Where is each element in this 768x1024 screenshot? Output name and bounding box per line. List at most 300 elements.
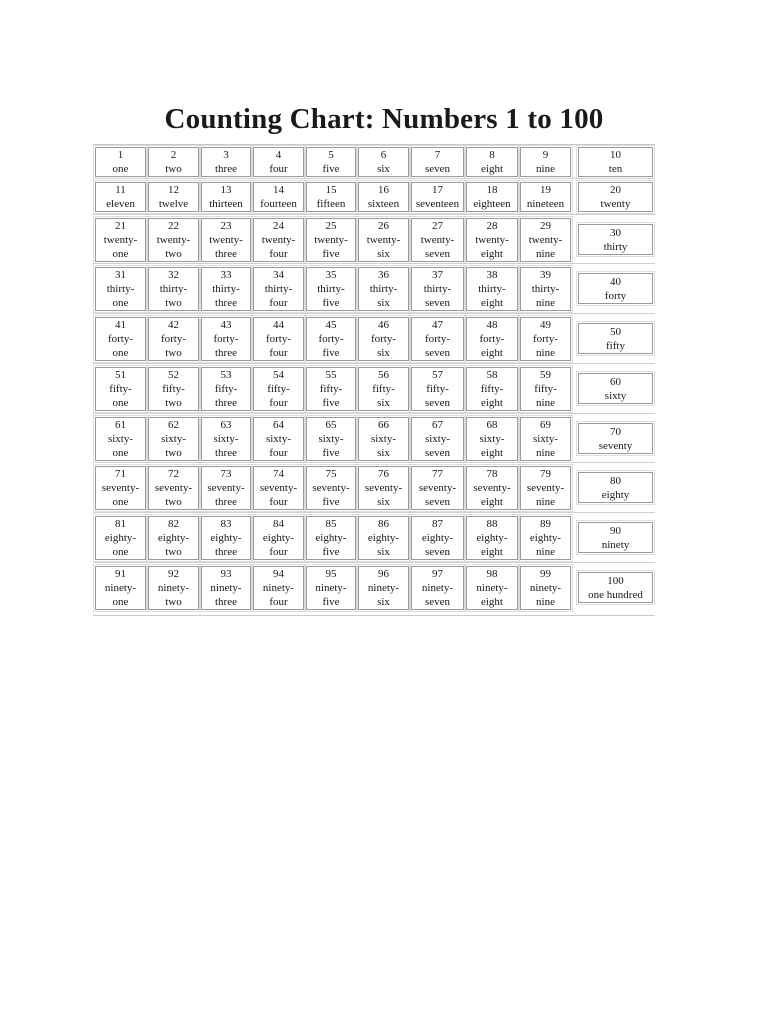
number-word: eighty- five bbox=[315, 532, 347, 558]
number-cell bbox=[306, 417, 356, 461]
number-word: eighty- six bbox=[367, 532, 400, 558]
number-cell bbox=[411, 147, 464, 177]
number-cell bbox=[466, 317, 518, 361]
number-digits: 55 bbox=[325, 369, 337, 381]
tens-cell bbox=[578, 522, 653, 553]
number-cell bbox=[95, 218, 146, 262]
number-word: twenty- five bbox=[314, 234, 348, 260]
number-word: ninety- eight bbox=[476, 582, 508, 608]
number-word: ten bbox=[608, 163, 623, 175]
number-digits: 14 bbox=[273, 184, 284, 196]
number-digits: 99 bbox=[540, 568, 551, 580]
number-word: twenty- six bbox=[366, 234, 401, 260]
row-divider bbox=[93, 178, 655, 179]
number-cell bbox=[253, 267, 304, 311]
number-word: seventy- five bbox=[312, 482, 350, 508]
number-digits: 89 bbox=[540, 518, 551, 530]
number-cell bbox=[201, 147, 251, 177]
number-cell bbox=[466, 147, 518, 177]
number-cell bbox=[411, 317, 464, 361]
number-cell bbox=[520, 267, 571, 311]
number-cell bbox=[466, 218, 518, 262]
number-word: eighty- eight bbox=[476, 532, 508, 558]
number-word: thirty- five bbox=[317, 283, 345, 309]
number-word: fifteen bbox=[316, 198, 346, 210]
number-cell bbox=[520, 218, 571, 262]
number-word: eighty bbox=[601, 488, 630, 501]
number-cell bbox=[520, 566, 571, 610]
number-digits: 74 bbox=[273, 468, 284, 480]
number-digits: 58 bbox=[486, 369, 498, 381]
number-digits: 69 bbox=[540, 419, 551, 431]
row-divider bbox=[93, 363, 655, 364]
tens-cell bbox=[578, 147, 653, 177]
number-cell bbox=[520, 417, 571, 461]
number-digits: 84 bbox=[273, 518, 284, 530]
number-digits: 12 bbox=[168, 184, 179, 196]
number-word: forty- eight bbox=[479, 333, 505, 359]
number-cell bbox=[466, 566, 518, 610]
tens-cell bbox=[578, 273, 653, 304]
number-digits: 90 bbox=[610, 524, 621, 537]
number-word: forty- six bbox=[370, 333, 397, 359]
number-digits: 81 bbox=[115, 518, 126, 530]
tens-cell bbox=[578, 472, 653, 503]
number-cell bbox=[201, 417, 251, 461]
number-word: eighteen bbox=[473, 198, 511, 210]
number-word: twenty- four bbox=[261, 234, 296, 260]
number-word: ninety- three bbox=[210, 582, 242, 608]
number-cell bbox=[466, 466, 518, 510]
number-digits: 30 bbox=[610, 226, 621, 239]
page-title: Counting Chart: Numbers 1 to 100 bbox=[164, 103, 604, 135]
number-digits: 75 bbox=[325, 468, 337, 480]
row-divider bbox=[93, 313, 655, 314]
number-cell bbox=[358, 267, 409, 311]
number-digits: 42 bbox=[168, 319, 179, 331]
number-cell bbox=[306, 267, 356, 311]
number-digits: 37 bbox=[432, 269, 443, 281]
number-word: five bbox=[322, 163, 340, 175]
number-cell bbox=[148, 566, 199, 610]
number-digits: 15 bbox=[325, 184, 337, 196]
number-word: seventy- four bbox=[259, 482, 298, 508]
number-word: forty bbox=[604, 289, 627, 302]
row-divider bbox=[93, 512, 655, 513]
number-digits: 60 bbox=[610, 375, 621, 388]
number-digits: 24 bbox=[273, 220, 284, 232]
number-word: fifty- nine bbox=[534, 383, 557, 409]
number-word: thirty- eight bbox=[478, 283, 506, 309]
number-word: seventeen bbox=[415, 198, 460, 210]
number-digits: 72 bbox=[168, 468, 179, 480]
number-word: two bbox=[165, 163, 182, 175]
number-cell bbox=[148, 182, 199, 212]
number-word: thirty bbox=[603, 240, 628, 253]
number-cell bbox=[358, 218, 409, 262]
number-cell bbox=[253, 317, 304, 361]
number-word: seventy bbox=[598, 439, 633, 452]
number-word: fifty- five bbox=[319, 383, 343, 409]
number-digits: 97 bbox=[432, 568, 443, 580]
number-word: sixty- two bbox=[160, 433, 187, 459]
number-digits: 3 bbox=[223, 149, 229, 161]
number-cell bbox=[520, 317, 571, 361]
number-digits: 52 bbox=[168, 369, 179, 381]
number-digits: 100 bbox=[607, 574, 624, 587]
number-word: four bbox=[269, 163, 288, 175]
number-digits: 33 bbox=[220, 269, 232, 281]
number-cell bbox=[411, 466, 464, 510]
tens-cell bbox=[578, 373, 653, 404]
number-cell bbox=[466, 182, 518, 212]
number-word: three bbox=[215, 163, 237, 175]
number-word: seven bbox=[424, 163, 451, 175]
number-digits: 7 bbox=[434, 149, 441, 161]
number-word: eleven bbox=[106, 198, 135, 210]
number-cell bbox=[411, 417, 464, 461]
number-digits: 26 bbox=[378, 220, 389, 232]
number-cell bbox=[201, 367, 251, 411]
number-cell bbox=[253, 566, 304, 610]
number-digits: 76 bbox=[378, 468, 389, 480]
number-word: one hundred bbox=[588, 588, 643, 601]
number-digits: 41 bbox=[115, 319, 126, 331]
number-word: ninety- nine bbox=[529, 582, 562, 608]
number-word: ninety- two bbox=[157, 582, 190, 608]
number-cell bbox=[253, 466, 304, 510]
number-word: seventy- three bbox=[207, 482, 245, 508]
number-cell bbox=[411, 367, 464, 411]
number-digits: 39 bbox=[540, 269, 551, 281]
number-digits: 70 bbox=[610, 425, 621, 438]
number-digits: 45 bbox=[325, 319, 337, 331]
row-divider bbox=[93, 214, 655, 215]
number-word: ninety- four bbox=[262, 582, 295, 608]
number-word: fifty- six bbox=[372, 383, 395, 409]
number-word: twenty- nine bbox=[528, 234, 563, 260]
number-word: twenty- one bbox=[103, 234, 138, 260]
number-digits: 11 bbox=[115, 184, 126, 196]
number-cell bbox=[253, 417, 304, 461]
number-digits: 40 bbox=[610, 275, 621, 288]
number-cell bbox=[358, 367, 409, 411]
number-word: twenty bbox=[600, 198, 631, 210]
number-cell bbox=[411, 566, 464, 610]
number-word: nineteen bbox=[526, 198, 565, 210]
number-word: forty- one bbox=[107, 333, 134, 359]
row-divider bbox=[93, 562, 655, 563]
number-cell bbox=[520, 367, 571, 411]
number-digits: 35 bbox=[325, 269, 337, 281]
tens-cell bbox=[578, 423, 653, 454]
number-digits: 83 bbox=[220, 518, 232, 530]
number-digits: 64 bbox=[273, 419, 284, 431]
number-cell bbox=[201, 516, 251, 560]
number-word: forty- five bbox=[318, 333, 344, 359]
number-cell bbox=[411, 267, 464, 311]
number-digits: 57 bbox=[432, 369, 443, 381]
number-cell bbox=[358, 516, 409, 560]
number-digits: 65 bbox=[325, 419, 337, 431]
number-digits: 80 bbox=[610, 474, 621, 487]
number-word: thirty- seven bbox=[423, 283, 452, 309]
number-cell bbox=[253, 218, 304, 262]
number-digits: 82 bbox=[168, 518, 179, 530]
number-digits: 73 bbox=[220, 468, 232, 480]
number-digits: 48 bbox=[486, 319, 498, 331]
number-word: fifty- eight bbox=[480, 383, 504, 409]
number-word: ninety- six bbox=[367, 582, 400, 608]
number-digits: 10 bbox=[610, 149, 621, 161]
number-digits: 6 bbox=[380, 149, 387, 161]
number-word: seventy- eight bbox=[473, 482, 511, 508]
tens-cell bbox=[578, 323, 653, 354]
number-word: twenty- three bbox=[209, 234, 243, 260]
number-word: seventy- one bbox=[101, 482, 140, 508]
number-cell bbox=[306, 566, 356, 610]
tens-cell bbox=[578, 224, 653, 255]
number-cell bbox=[306, 182, 356, 212]
number-word: twenty- eight bbox=[475, 234, 509, 260]
number-word: thirty- nine bbox=[531, 283, 560, 309]
number-cell bbox=[95, 566, 146, 610]
number-cell bbox=[466, 367, 518, 411]
number-word: forty- nine bbox=[532, 333, 559, 359]
number-digits: 62 bbox=[168, 419, 179, 431]
number-digits: 29 bbox=[540, 220, 551, 232]
number-cell bbox=[466, 417, 518, 461]
number-digits: 36 bbox=[378, 269, 389, 281]
number-word: eighty- four bbox=[262, 532, 295, 558]
number-word: seventy- six bbox=[364, 482, 403, 508]
number-cell bbox=[466, 267, 518, 311]
number-word: seventy- seven bbox=[418, 482, 457, 508]
number-word: seventy- nine bbox=[526, 482, 565, 508]
number-cell bbox=[306, 466, 356, 510]
number-digits: 1 bbox=[117, 149, 124, 161]
number-cell bbox=[306, 218, 356, 262]
number-word: eighty- three bbox=[210, 532, 242, 558]
number-word: sixty bbox=[604, 389, 627, 402]
number-cell bbox=[358, 147, 409, 177]
number-digits: 4 bbox=[275, 149, 282, 161]
number-cell bbox=[520, 516, 571, 560]
number-cell bbox=[148, 267, 199, 311]
number-digits: 98 bbox=[486, 568, 498, 580]
number-digits: 86 bbox=[378, 518, 389, 530]
number-digits: 34 bbox=[273, 269, 284, 281]
number-word: forty- seven bbox=[424, 333, 451, 359]
number-word: sixteen bbox=[367, 198, 400, 210]
number-digits: 87 bbox=[432, 518, 443, 530]
number-word: twenty- two bbox=[156, 234, 191, 260]
number-cell bbox=[306, 147, 356, 177]
number-digits: 94 bbox=[273, 568, 284, 580]
number-word: ninety bbox=[601, 538, 630, 551]
number-word: sixty- three bbox=[213, 433, 239, 459]
number-digits: 61 bbox=[115, 419, 126, 431]
number-cell bbox=[358, 466, 409, 510]
number-word: ninety- one bbox=[104, 582, 137, 608]
number-digits: 13 bbox=[220, 184, 232, 196]
number-digits: 31 bbox=[115, 269, 126, 281]
number-cell bbox=[253, 367, 304, 411]
number-cell bbox=[95, 267, 146, 311]
number-cell bbox=[253, 516, 304, 560]
number-word: six bbox=[377, 163, 390, 175]
number-digits: 22 bbox=[168, 220, 179, 232]
number-word: sixty- nine bbox=[532, 433, 559, 459]
number-digits: 5 bbox=[328, 149, 334, 161]
number-word: ninety- seven bbox=[421, 582, 454, 608]
number-digits: 50 bbox=[610, 325, 621, 338]
number-cell bbox=[411, 516, 464, 560]
number-digits: 21 bbox=[115, 220, 126, 232]
number-digits: 44 bbox=[273, 319, 284, 331]
number-digits: 59 bbox=[540, 369, 551, 381]
number-word: eighty- one bbox=[104, 532, 137, 558]
number-cell bbox=[148, 317, 199, 361]
number-word: forty- four bbox=[265, 333, 292, 359]
number-digits: 54 bbox=[273, 369, 284, 381]
number-cell bbox=[95, 417, 146, 461]
number-word: eighty- nine bbox=[529, 532, 562, 558]
number-cell bbox=[148, 218, 199, 262]
number-cell bbox=[95, 367, 146, 411]
number-digits: 63 bbox=[220, 419, 232, 431]
number-word: eighty- two bbox=[157, 532, 190, 558]
number-cell bbox=[411, 218, 464, 262]
number-digits: 77 bbox=[432, 468, 443, 480]
number-digits: 9 bbox=[542, 149, 549, 161]
number-cell bbox=[253, 147, 304, 177]
number-digits: 93 bbox=[220, 568, 232, 580]
number-cell bbox=[520, 147, 571, 177]
number-digits: 67 bbox=[432, 419, 443, 431]
number-digits: 32 bbox=[168, 269, 179, 281]
number-digits: 46 bbox=[378, 319, 389, 331]
tens-cell bbox=[578, 182, 653, 212]
number-word: fifty- one bbox=[109, 383, 132, 409]
number-word: eight bbox=[481, 163, 503, 175]
number-word: thirty- three bbox=[212, 283, 240, 309]
number-digits: 91 bbox=[115, 568, 126, 580]
number-word: fifty- two bbox=[162, 383, 185, 409]
number-word: eighty- seven bbox=[421, 532, 454, 558]
number-cell bbox=[520, 466, 571, 510]
number-cell bbox=[306, 317, 356, 361]
number-digits: 79 bbox=[540, 468, 551, 480]
number-cell bbox=[201, 182, 251, 212]
number-word: seventy- two bbox=[154, 482, 193, 508]
number-digits: 28 bbox=[486, 220, 498, 232]
tens-cell bbox=[578, 572, 653, 603]
number-cell bbox=[358, 417, 409, 461]
number-digits: 47 bbox=[432, 319, 443, 331]
number-word: sixty- four bbox=[265, 433, 292, 459]
number-digits: 66 bbox=[378, 419, 389, 431]
number-cell bbox=[306, 367, 356, 411]
number-cell bbox=[358, 182, 409, 212]
number-cell bbox=[411, 182, 464, 212]
number-word: fourteen bbox=[260, 198, 297, 210]
number-digits: 2 bbox=[170, 149, 177, 161]
number-digits: 88 bbox=[486, 518, 498, 530]
row-divider bbox=[93, 413, 655, 414]
number-digits: 23 bbox=[220, 220, 232, 232]
number-digits: 38 bbox=[486, 269, 498, 281]
number-cell bbox=[358, 317, 409, 361]
number-word: forty- three bbox=[213, 333, 239, 359]
number-cell bbox=[95, 317, 146, 361]
number-digits: 17 bbox=[432, 184, 443, 196]
number-digits: 20 bbox=[610, 184, 621, 196]
number-word: thirty- six bbox=[369, 283, 398, 309]
number-cell bbox=[148, 147, 199, 177]
number-cell bbox=[95, 466, 146, 510]
number-cell bbox=[201, 317, 251, 361]
row-divider bbox=[93, 462, 655, 463]
number-digits: 8 bbox=[489, 149, 495, 161]
number-digits: 25 bbox=[325, 220, 337, 232]
number-cell bbox=[253, 182, 304, 212]
number-cell bbox=[148, 516, 199, 560]
number-cell bbox=[148, 417, 199, 461]
number-cell bbox=[95, 147, 146, 177]
number-word: nine bbox=[536, 163, 555, 175]
number-word: twelve bbox=[158, 198, 189, 210]
number-digits: 49 bbox=[540, 319, 551, 331]
number-cell bbox=[306, 516, 356, 560]
number-digits: 71 bbox=[115, 468, 126, 480]
number-cell bbox=[201, 466, 251, 510]
number-cell bbox=[95, 182, 146, 212]
number-digits: 43 bbox=[220, 319, 232, 331]
number-cell bbox=[358, 566, 409, 610]
number-word: sixty- seven bbox=[424, 433, 451, 459]
number-word: forty- two bbox=[160, 333, 187, 359]
number-cell bbox=[95, 516, 146, 560]
number-word: one bbox=[112, 163, 129, 175]
number-cell bbox=[466, 516, 518, 560]
number-digits: 56 bbox=[378, 369, 389, 381]
number-word: sixty- six bbox=[370, 433, 397, 459]
number-cell bbox=[201, 218, 251, 262]
number-word: thirty- four bbox=[264, 283, 293, 309]
number-digits: 18 bbox=[486, 184, 498, 196]
number-digits: 85 bbox=[325, 518, 337, 530]
number-digits: 27 bbox=[432, 220, 443, 232]
number-cell bbox=[148, 367, 199, 411]
number-word: ninety- five bbox=[315, 582, 347, 608]
number-word: fifty- three bbox=[214, 383, 238, 409]
number-word: sixty- one bbox=[107, 433, 134, 459]
number-digits: 78 bbox=[486, 468, 498, 480]
number-digits: 19 bbox=[540, 184, 551, 196]
number-digits: 96 bbox=[378, 568, 389, 580]
number-cell bbox=[148, 466, 199, 510]
number-cell bbox=[520, 182, 571, 212]
number-word: sixty- five bbox=[318, 433, 344, 459]
number-digits: 53 bbox=[220, 369, 232, 381]
number-word: thirty- one bbox=[106, 283, 135, 309]
number-digits: 95 bbox=[325, 568, 337, 580]
number-word: fifty bbox=[606, 339, 625, 352]
number-digits: 92 bbox=[168, 568, 179, 580]
counting-chart bbox=[93, 144, 655, 616]
number-cell bbox=[201, 566, 251, 610]
